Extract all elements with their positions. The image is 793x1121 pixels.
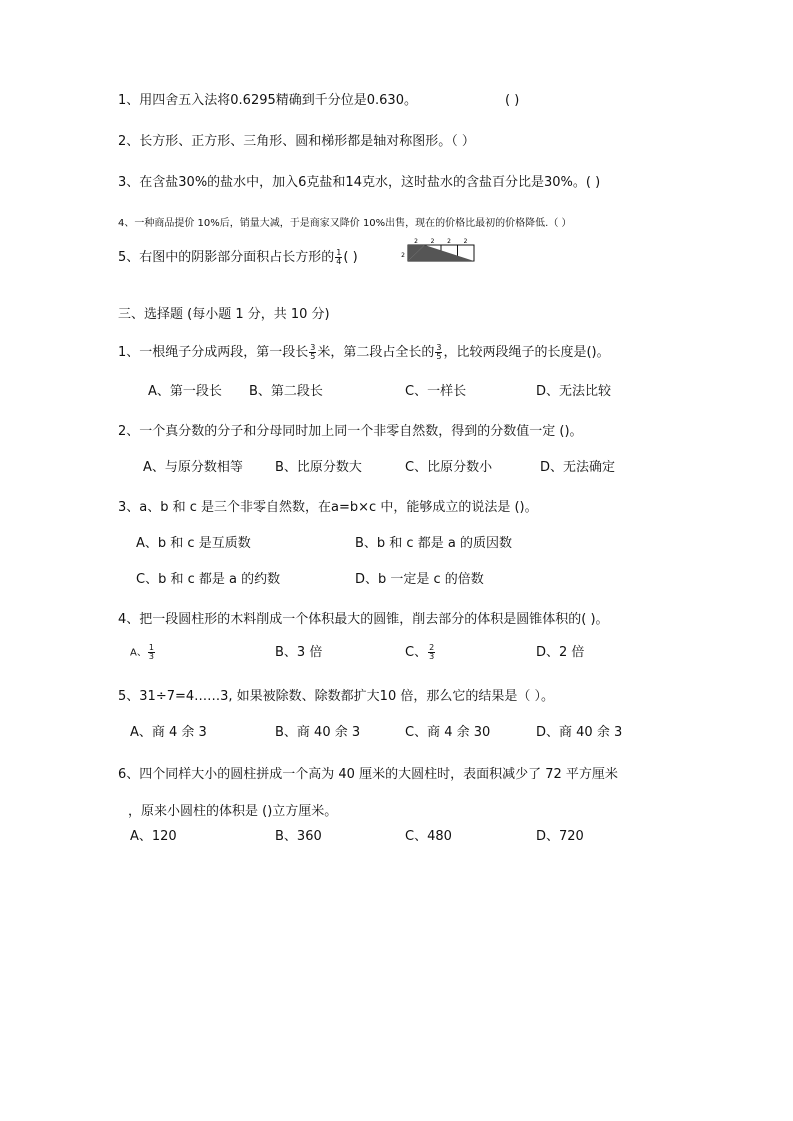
choice-q1-text: 米，第二段占全长的: [317, 345, 435, 360]
choice-q1-option-d: D、无法比较: [536, 384, 612, 399]
choice-q1-option-c: C、一样长: [405, 384, 467, 399]
judge-q4: 4、一种商品提价 10%后，销量大减，于是商家又降价 10%出售，现在的价格比最初的价格降低.（ ）: [118, 218, 572, 229]
choice-q3: 3、a、b 和 c 是三个非零自然数，在a=b×c 中，能够成立的说法是 ()。: [118, 500, 538, 515]
choice-q6-line-1: 6、四个同样大小的圆柱拼成一个高为 40 厘米的大圆柱时，表面积减少了 72 平方厘米: [118, 767, 618, 782]
judge-q1-text: 1、用四舍五入法将0.6295精确到千分位是0.630。: [118, 93, 417, 108]
figure-label: 2: [414, 238, 418, 245]
judge-q5: [118, 249, 358, 267]
figure-label: 2: [401, 252, 405, 259]
choice-q6-option-d: D、720: [536, 829, 584, 844]
figure-label: 2: [463, 238, 468, 245]
fraction-denominator: 5: [310, 352, 316, 361]
judge-q3: 3、在含盐30%的盐水中，加入6克盐和14克水，这时盐水的含盐百分比是30%。( ): [118, 175, 601, 190]
choice-q1-option-b: B、第二段长: [249, 384, 323, 399]
choice-q6-option-b: B、360: [275, 829, 322, 844]
fraction-numerator: 3: [310, 343, 316, 352]
choice-q3-option-a: A、b 和 c 是互质数: [136, 536, 251, 551]
option-label: C、: [405, 645, 428, 660]
choice-q2: 2、一个真分数的分子和分母同时加上同一个非零自然数，得到的分数值一定 ()。: [118, 424, 583, 439]
fraction-denominator: 4: [336, 257, 342, 266]
choice-q2-option-b: B、比原分数大: [275, 460, 362, 475]
choice-q5: 5、31÷7=4……3, 如果被除数、除数都扩大10 倍，那么它的结果是（ ）。: [118, 689, 554, 704]
choice-q4-option-a: [130, 644, 156, 663]
shaded-rectangle-figure: [398, 240, 478, 264]
figure-label: 2: [447, 238, 451, 245]
choice-q4-option-b: B、3 倍: [275, 645, 323, 660]
choice-q4-option-c-fraction: [428, 644, 435, 661]
choice-q3-option-d: D、b 一定是 c 的倍数: [355, 572, 484, 587]
choice-q1: [118, 344, 610, 362]
choice-q5-option-a: A、商 4 余 3: [130, 725, 207, 740]
fraction-numerator: 1: [148, 643, 154, 652]
choice-q5-option-b: B、商 40 余 3: [275, 725, 361, 740]
judge-q1: [118, 92, 417, 110]
section-title: 三、选择题 (每小题 1 分，共 10 分): [118, 307, 330, 322]
choice-q2-option-c: C、比原分数小: [405, 460, 493, 475]
fraction-numerator: 3: [436, 343, 442, 352]
choice-q4-option-c: [405, 644, 436, 662]
figure-label: 2: [430, 238, 435, 245]
fraction-denominator: 3: [429, 652, 435, 661]
judge-q5-fraction: [335, 249, 342, 266]
choice-q1-fraction-1: [309, 344, 316, 361]
option-label: A、: [130, 647, 147, 659]
choice-q4-option-a-fraction: [148, 644, 155, 661]
choice-q6-line-2: ，原来小圆柱的体积是 ()立方厘米。: [128, 804, 338, 819]
judge-q5-answer-slot: ( ): [343, 250, 358, 265]
fraction-denominator: 3: [148, 652, 154, 661]
judge-q5-text: 5、右图中的阴影部分面积占长方形的: [118, 250, 335, 265]
choice-q4-option-d: D、2 倍: [536, 645, 585, 660]
fraction-numerator: 2: [429, 643, 435, 652]
choice-q3-option-b: B、b 和 c 都是 a 的质因数: [355, 536, 512, 551]
choice-q1-option-a: A、第一段长: [148, 384, 222, 399]
judge-q2: 2、长方形、正方形、三角形、圆和梯形都是轴对称图形。（ ）: [118, 134, 475, 149]
choice-q1-text: ，比较两段绳子的长度是()。: [443, 345, 610, 360]
choice-q5-option-c: C、商 4 余 30: [405, 725, 491, 740]
choice-q4: 4、把一段圆柱形的木料削成一个体积最大的圆锥，削去部分的体积是圆锥体积的( )。: [118, 612, 609, 627]
choice-q6-option-a: A、120: [130, 829, 177, 844]
choice-q5-option-d: D、商 40 余 3: [536, 725, 623, 740]
choice-q2-option-d: D、无法确定: [540, 460, 616, 475]
judge-q1-answer-slot: ( ): [505, 93, 520, 108]
fraction-denominator: 5: [436, 352, 442, 361]
choice-q1-text: 1、一根绳子分成两段，第一段长: [118, 345, 309, 360]
choice-q6-option-c: C、480: [405, 829, 452, 844]
fraction-numerator: 1: [336, 248, 342, 257]
choice-q1-fraction-2: [435, 344, 442, 361]
choice-q2-option-a: A、与原分数相等: [143, 460, 243, 475]
choice-q3-option-c: C、b 和 c 都是 a 的约数: [136, 572, 281, 587]
